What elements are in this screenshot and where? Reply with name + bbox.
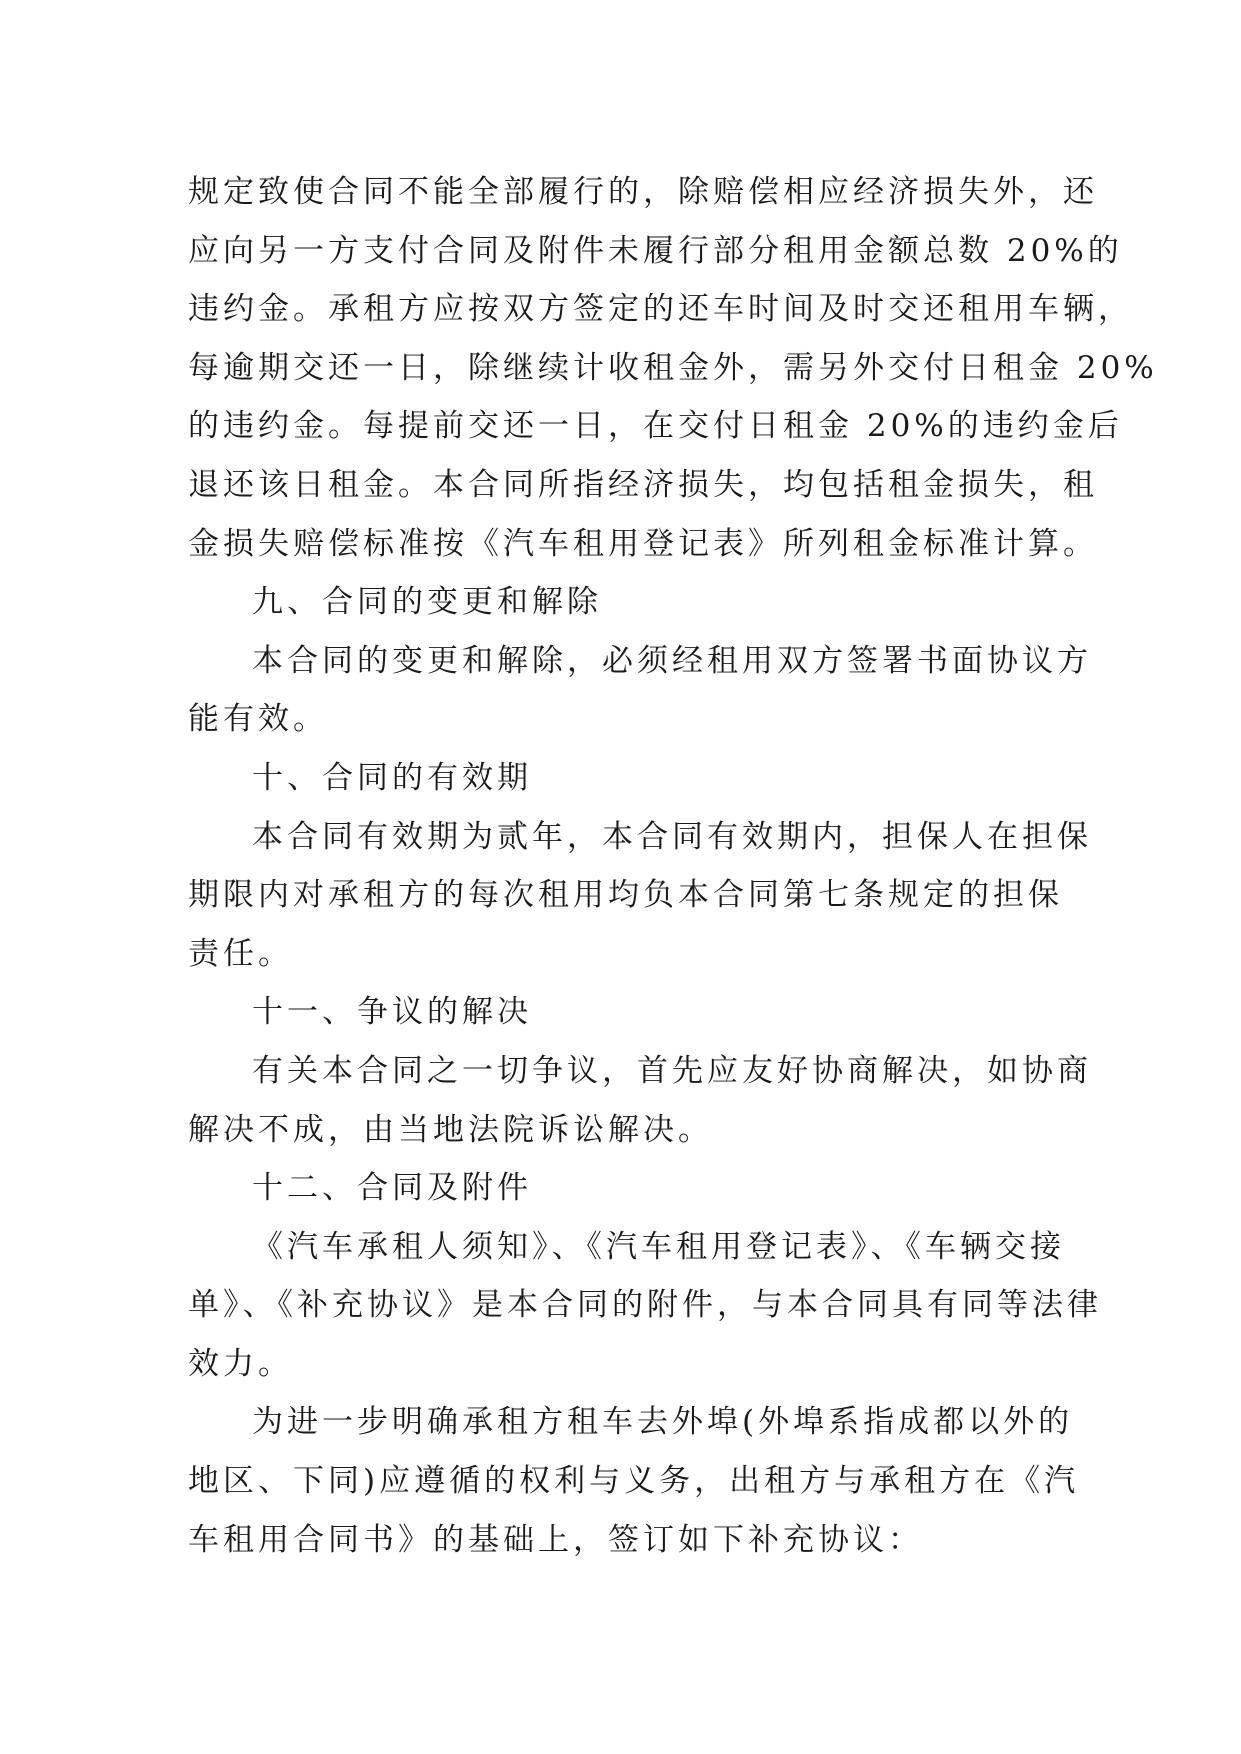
- paragraph-line: 《汽车承租人须知》、《汽车租用登记表》、《车辆交接: [252, 1228, 1065, 1265]
- paragraph-line: 退还该日租金。本合同所指经济损失，均包括租金损失，租: [188, 466, 1098, 503]
- paragraph-line: 为进一步明确承租方租车去外埠(外埠系指成都以外的: [252, 1404, 1074, 1441]
- paragraph-line: 解决不成，由当地法院诉讼解决。: [188, 1111, 713, 1148]
- paragraph-line: 的违约金。每提前交还一日，在交付日租金 20%的违约金后: [188, 408, 1123, 445]
- paragraph-line: 能有效。: [188, 701, 328, 738]
- section-heading-10: 十、合同的有效期: [252, 759, 532, 796]
- section-heading-11: 十一、争议的解决: [252, 994, 532, 1031]
- paragraph-line: 车租用合同书》的基础上，签订如下补充协议：: [188, 1521, 923, 1558]
- contract-text: [188, 163, 1158, 1569]
- paragraph-line: 本合同有效期为贰年，本合同有效期内，担保人在担保: [252, 818, 1092, 855]
- paragraph-line: 违约金。承租方应按双方签定的还车时间及时交还租用车辆，: [188, 291, 1133, 328]
- paragraph-line: 期限内对承租方的每次租用均负本合同第七条规定的担保: [188, 877, 1063, 914]
- paragraph-line: 规定致使合同不能全部履行的，除赔偿相应经济损失外，还: [188, 174, 1098, 210]
- paragraph-line: 单》、《补充协议》是本合同的附件，与本合同具有同等法律: [188, 1287, 1102, 1324]
- paragraph-line: 地区、下同)应遵循的权利与义务，出租方与承租方在《汽: [188, 1463, 1080, 1500]
- paragraph-line: 每逾期交还一日，除继续计收租金外，需另外交付日租金 20%: [188, 349, 1158, 386]
- section-heading-12: 十二、合同及附件: [252, 1170, 532, 1207]
- paragraph-line: 责任。: [188, 935, 293, 972]
- paragraph-line: 应向另一方支付合同及附件未履行部分租用金额总数 20%的: [188, 232, 1123, 269]
- paragraph-line: 效力。: [188, 1345, 293, 1382]
- section-heading-9: 九、合同的变更和解除: [252, 584, 602, 621]
- paragraph-line: 金损失赔偿标准按《汽车租用登记表》所列租金标准计算。: [188, 525, 1098, 562]
- paragraph-line: 本合同的变更和解除，必须经租用双方签署书面协议方: [252, 642, 1092, 679]
- paragraph-line: 有关本合同之一切争议，首先应友好协商解决，如协商: [252, 1052, 1092, 1089]
